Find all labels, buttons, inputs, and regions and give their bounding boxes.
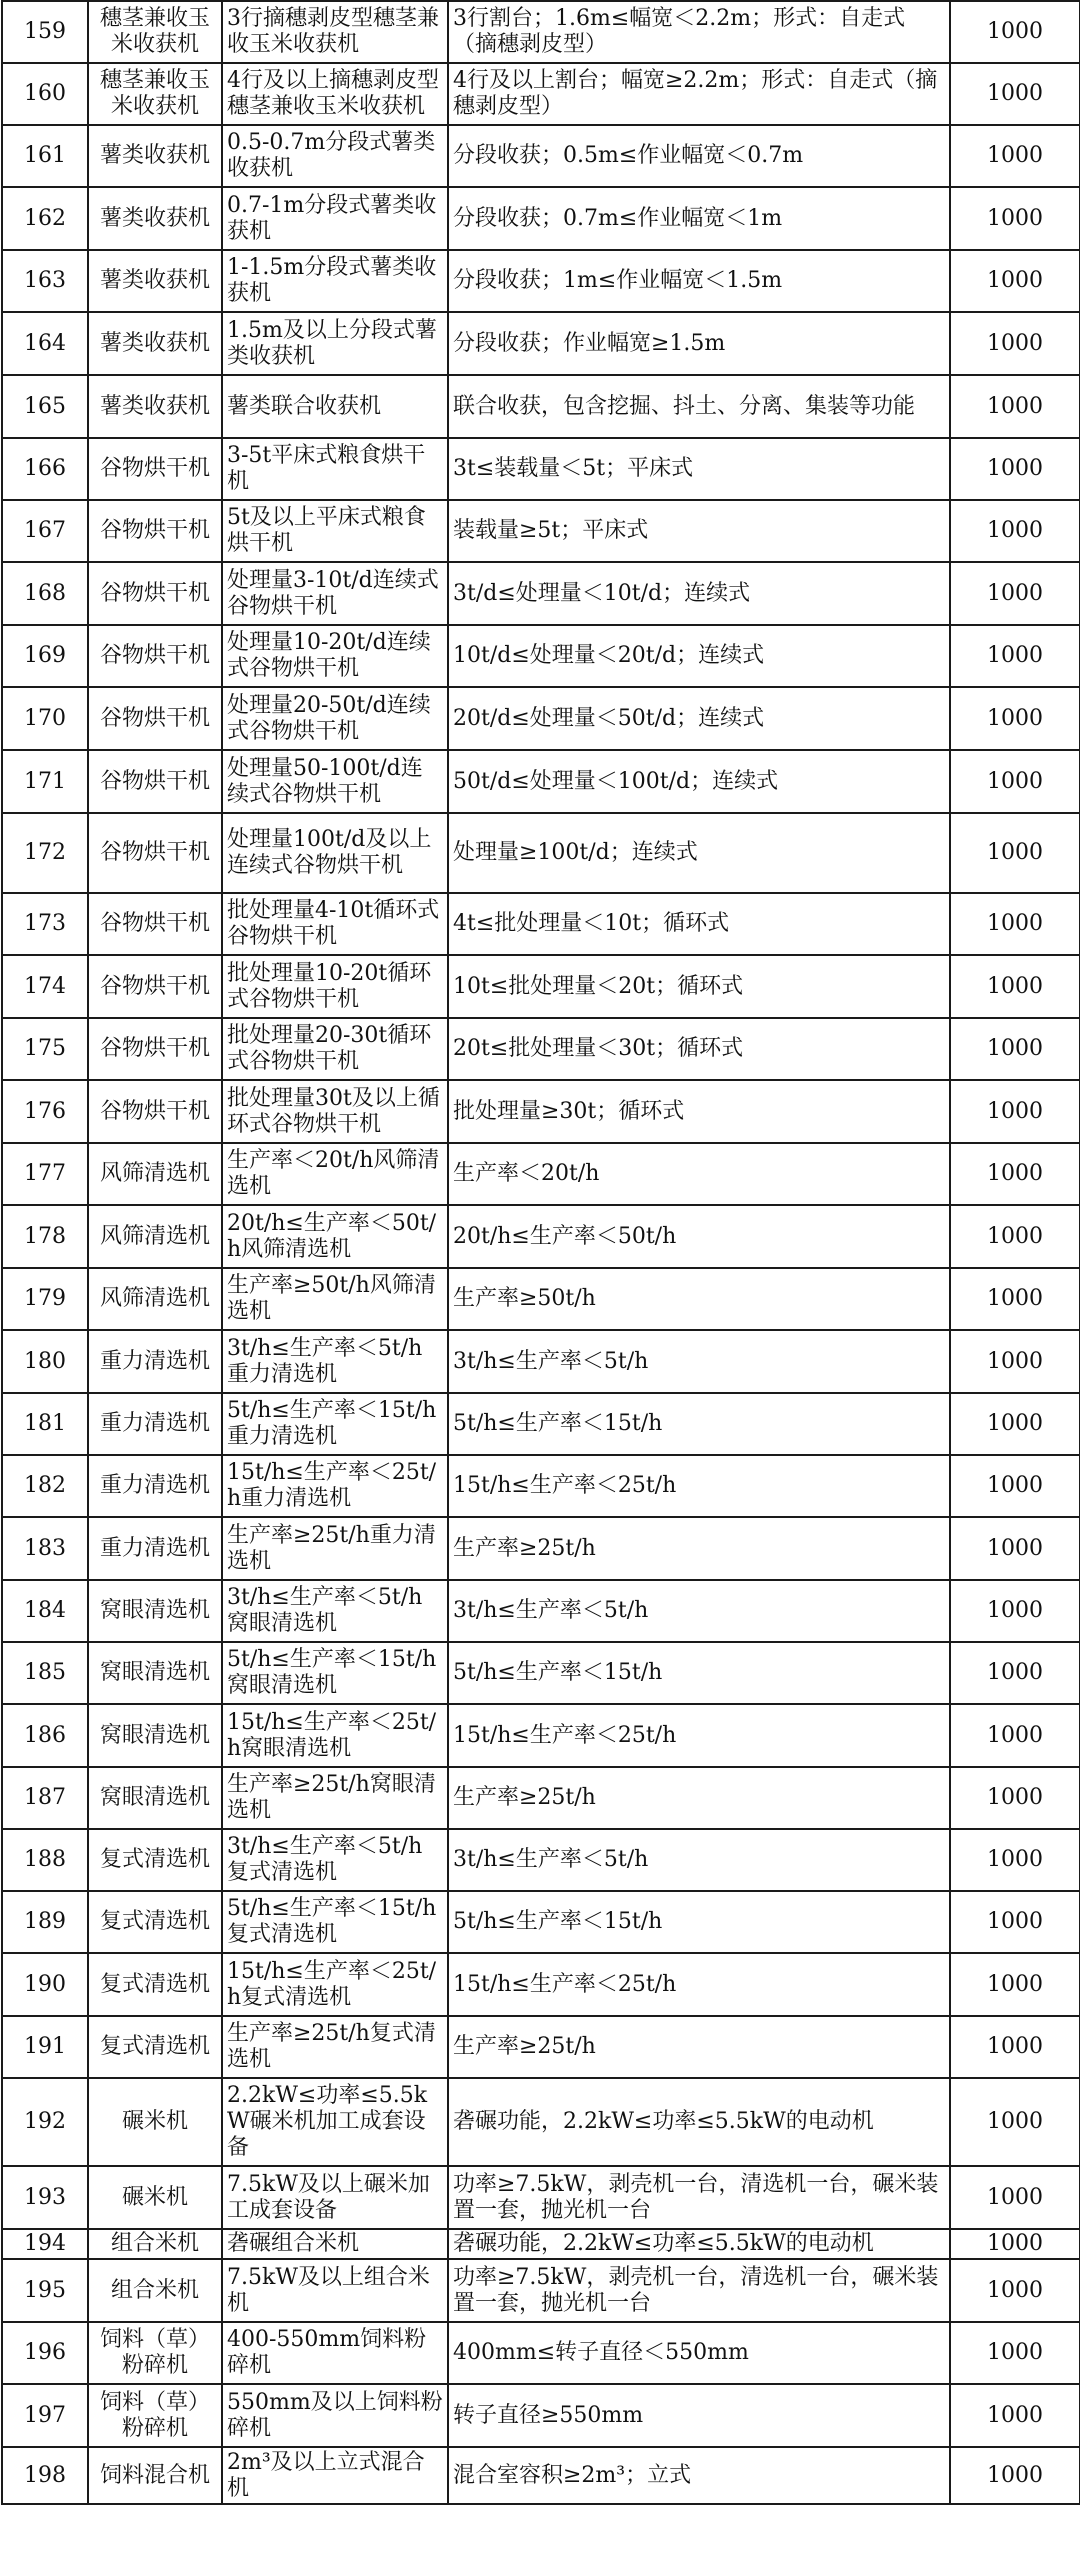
spec-description: 20t/d≤处理量＜50t/d；连续式 <box>448 687 950 750</box>
machine-item: 5t/h≤生产率＜15t/h重力清选机 <box>222 1393 448 1455</box>
machine-item: 3-5t平床式粮食烘干机 <box>222 438 448 500</box>
row-number: 175 <box>2 1018 88 1080</box>
machine-category: 碾米机 <box>88 2166 222 2229</box>
machine-item: 生产率≥25t/h窝眼清选机 <box>222 1767 448 1829</box>
machine-item: 550mm及以上饲料粉碎机 <box>222 2384 448 2447</box>
table-row <box>2 375 1080 438</box>
subsidy-amount: 1000 <box>950 1704 1080 1767</box>
table-row <box>2 1829 1080 1891</box>
machine-category: 重力清选机 <box>88 1517 222 1580</box>
subsidy-amount: 1000 <box>950 1891 1080 1953</box>
machine-item: 4行及以上摘穗剥皮型穗茎兼收玉米收获机 <box>222 63 448 125</box>
machine-category: 薯类收获机 <box>88 187 222 250</box>
machine-item: 处理量10-20t/d连续式谷物烘干机 <box>222 625 448 687</box>
machine-category: 重力清选机 <box>88 1455 222 1517</box>
subsidy-amount: 1000 <box>950 500 1080 562</box>
subsidy-amount: 1000 <box>950 1642 1080 1704</box>
subsidy-amount: 1000 <box>950 562 1080 625</box>
machine-item: 20t/h≤生产率＜50t/h风筛清选机 <box>222 1205 448 1268</box>
table-row <box>2 893 1080 955</box>
row-number: 164 <box>2 312 88 375</box>
table-row <box>2 813 1080 893</box>
spec-description: 生产率≥25t/h <box>448 1767 950 1829</box>
machine-category: 薯类收获机 <box>88 250 222 312</box>
subsidy-amount: 1000 <box>950 750 1080 813</box>
subsidy-amount: 1000 <box>950 1330 1080 1393</box>
spec-description: 分段收获；0.7m≤作业幅宽＜1m <box>448 187 950 250</box>
subsidy-amount: 1000 <box>950 1580 1080 1642</box>
spec-description: 3t≤装载量＜5t；平床式 <box>448 438 950 500</box>
table-row <box>2 2166 1080 2229</box>
machine-category: 穗茎兼收玉米收获机 <box>88 1 222 63</box>
subsidy-amount: 1000 <box>950 2078 1080 2166</box>
subsidy-amount: 1000 <box>950 1205 1080 1268</box>
subsidy-amount: 1000 <box>950 312 1080 375</box>
spec-description: 10t/d≤处理量＜20t/d；连续式 <box>448 625 950 687</box>
table-row <box>2 1704 1080 1767</box>
spec-description: 5t/h≤生产率＜15t/h <box>448 1891 950 1953</box>
subsidy-amount: 1000 <box>950 2384 1080 2447</box>
table-row <box>2 1330 1080 1393</box>
machine-item: 3t/h≤生产率＜5t/h复式清选机 <box>222 1829 448 1891</box>
row-number: 172 <box>2 813 88 893</box>
row-number: 191 <box>2 2016 88 2078</box>
table-row <box>2 187 1080 250</box>
machine-item: 5t/h≤生产率＜15t/h复式清选机 <box>222 1891 448 1953</box>
machine-category: 窝眼清选机 <box>88 1580 222 1642</box>
machine-category: 薯类收获机 <box>88 312 222 375</box>
machine-category: 复式清选机 <box>88 2016 222 2078</box>
row-number: 166 <box>2 438 88 500</box>
machine-category: 复式清选机 <box>88 1891 222 1953</box>
table-row <box>2 1018 1080 1080</box>
subsidy-amount: 1000 <box>950 375 1080 438</box>
subsidy-amount: 1000 <box>950 187 1080 250</box>
table-row <box>2 438 1080 500</box>
spec-description: 5t/h≤生产率＜15t/h <box>448 1642 950 1704</box>
machine-item: 处理量3-10t/d连续式谷物烘干机 <box>222 562 448 625</box>
machine-item: 7.5kW及以上碾米加工成套设备 <box>222 2166 448 2229</box>
table-row <box>2 2447 1080 2504</box>
table-row <box>2 1 1080 63</box>
spec-description: 15t/h≤生产率＜25t/h <box>448 1953 950 2016</box>
spec-description: 20t≤批处理量＜30t；循环式 <box>448 1018 950 1080</box>
subsidy-amount: 1000 <box>950 1517 1080 1580</box>
machine-category: 谷物烘干机 <box>88 893 222 955</box>
spec-description: 装载量≥5t；平床式 <box>448 500 950 562</box>
machine-item: 0.7-1m分段式薯类收获机 <box>222 187 448 250</box>
row-number: 196 <box>2 2322 88 2384</box>
subsidy-amount: 1000 <box>950 2259 1080 2322</box>
row-number: 174 <box>2 955 88 1018</box>
machine-category: 薯类收获机 <box>88 375 222 438</box>
row-number: 159 <box>2 1 88 63</box>
subsidy-amount: 1000 <box>950 125 1080 187</box>
row-number: 195 <box>2 2259 88 2322</box>
row-number: 165 <box>2 375 88 438</box>
spec-description: 4行及以上割台；幅宽≥2.2m；形式：自走式（摘穗剥皮型） <box>448 63 950 125</box>
row-number: 180 <box>2 1330 88 1393</box>
spec-description: 15t/h≤生产率＜25t/h <box>448 1455 950 1517</box>
spec-description: 3t/h≤生产率＜5t/h <box>448 1580 950 1642</box>
table-row <box>2 2322 1080 2384</box>
table-row <box>2 1393 1080 1455</box>
machine-item: 15t/h≤生产率＜25t/h窝眼清选机 <box>222 1704 448 1767</box>
table-row <box>2 2229 1080 2259</box>
spec-description: 砻碾功能，2.2kW≤功率≤5.5kW的电动机 <box>448 2078 950 2166</box>
table-row <box>2 312 1080 375</box>
spec-description: 生产率≥50t/h <box>448 1268 950 1330</box>
machine-item: 生产率≥50t/h风筛清选机 <box>222 1268 448 1330</box>
machine-item: 生产率≥25t/h重力清选机 <box>222 1517 448 1580</box>
machine-category: 重力清选机 <box>88 1393 222 1455</box>
subsidy-amount: 1000 <box>950 893 1080 955</box>
row-number: 197 <box>2 2384 88 2447</box>
machine-category: 组合米机 <box>88 2259 222 2322</box>
machine-item: 2.2kW≤功率≤5.5kW碾米机加工成套设备 <box>222 2078 448 2166</box>
spec-description: 分段收获；1m≤作业幅宽＜1.5m <box>448 250 950 312</box>
table-row <box>2 2384 1080 2447</box>
subsidy-amount: 1000 <box>950 1953 1080 2016</box>
row-number: 190 <box>2 1953 88 2016</box>
machine-category: 复式清选机 <box>88 1829 222 1891</box>
row-number: 161 <box>2 125 88 187</box>
table-row <box>2 1891 1080 1953</box>
row-number: 170 <box>2 687 88 750</box>
machine-item: 400-550mm饲料粉碎机 <box>222 2322 448 2384</box>
table-row <box>2 1080 1080 1143</box>
machine-category: 风筛清选机 <box>88 1268 222 1330</box>
spec-description: 功率≥7.5kW，剥壳机一台，清选机一台，碾米装置一套，抛光机一台 <box>448 2166 950 2229</box>
machine-category: 窝眼清选机 <box>88 1704 222 1767</box>
spec-description: 生产率≥25t/h <box>448 1517 950 1580</box>
spec-description: 转子直径≥550mm <box>448 2384 950 2447</box>
machine-item: 处理量50-100t/d连续式谷物烘干机 <box>222 750 448 813</box>
row-number: 193 <box>2 2166 88 2229</box>
machine-category: 组合米机 <box>88 2229 222 2259</box>
subsidy-amount: 1000 <box>950 955 1080 1018</box>
row-number: 167 <box>2 500 88 562</box>
machine-category: 饲料混合机 <box>88 2447 222 2504</box>
row-number: 168 <box>2 562 88 625</box>
machine-item: 生产率≥25t/h复式清选机 <box>222 2016 448 2078</box>
subsidy-amount: 1000 <box>950 1018 1080 1080</box>
subsidy-amount: 1000 <box>950 1080 1080 1143</box>
machine-item: 3t/h≤生产率＜5t/h重力清选机 <box>222 1330 448 1393</box>
spec-description: 20t/h≤生产率＜50t/h <box>448 1205 950 1268</box>
row-number: 176 <box>2 1080 88 1143</box>
spec-description: 批处理量≥30t；循环式 <box>448 1080 950 1143</box>
table-row <box>2 2016 1080 2078</box>
table-row <box>2 500 1080 562</box>
subsidy-amount: 1000 <box>950 63 1080 125</box>
spec-description: 10t≤批处理量＜20t；循环式 <box>448 955 950 1018</box>
row-number: 189 <box>2 1891 88 1953</box>
row-number: 179 <box>2 1268 88 1330</box>
spec-description: 生产率≥25t/h <box>448 2016 950 2078</box>
spec-description: 3t/h≤生产率＜5t/h <box>448 1330 950 1393</box>
row-number: 188 <box>2 1829 88 1891</box>
machine-category: 饲料（草）粉碎机 <box>88 2322 222 2384</box>
table-row <box>2 2259 1080 2322</box>
machine-category: 谷物烘干机 <box>88 955 222 1018</box>
machine-item: 3行摘穗剥皮型穗茎兼收玉米收获机 <box>222 1 448 63</box>
spec-description: 功率≥7.5kW，剥壳机一台，清选机一台，碾米装置一套，抛光机一台 <box>448 2259 950 2322</box>
subsidy-amount: 1000 <box>950 1393 1080 1455</box>
subsidy-amount: 1000 <box>950 2322 1080 2384</box>
machine-category: 碾米机 <box>88 2078 222 2166</box>
machine-item: 批处理量10-20t循环式谷物烘干机 <box>222 955 448 1018</box>
spec-description: 3行割台；1.6m≤幅宽＜2.2m；形式：自走式（摘穗剥皮型） <box>448 1 950 63</box>
machine-item: 批处理量20-30t循环式谷物烘干机 <box>222 1018 448 1080</box>
machine-category: 谷物烘干机 <box>88 500 222 562</box>
row-number: 173 <box>2 893 88 955</box>
machine-item: 砻碾组合米机 <box>222 2229 448 2259</box>
table-row <box>2 2078 1080 2166</box>
row-number: 185 <box>2 1642 88 1704</box>
row-number: 181 <box>2 1393 88 1455</box>
machine-item: 处理量20-50t/d连续式谷物烘干机 <box>222 687 448 750</box>
table-row <box>2 250 1080 312</box>
table-row <box>2 750 1080 813</box>
machine-category: 重力清选机 <box>88 1330 222 1393</box>
subsidy-amount: 1000 <box>950 438 1080 500</box>
subsidy-amount: 1000 <box>950 2016 1080 2078</box>
table-row <box>2 1642 1080 1704</box>
machine-item: 生产率＜20t/h风筛清选机 <box>222 1143 448 1205</box>
row-number: 192 <box>2 2078 88 2166</box>
machine-category: 谷物烘干机 <box>88 1080 222 1143</box>
machine-item: 1-1.5m分段式薯类收获机 <box>222 250 448 312</box>
row-number: 169 <box>2 625 88 687</box>
table-row <box>2 1580 1080 1642</box>
machine-category: 谷物烘干机 <box>88 813 222 893</box>
subsidy-amount: 1000 <box>950 250 1080 312</box>
table-row <box>2 1517 1080 1580</box>
spec-description: 处理量≥100t/d；连续式 <box>448 813 950 893</box>
table-row <box>2 687 1080 750</box>
row-number: 184 <box>2 1580 88 1642</box>
spec-description: 联合收获，包含挖掘、抖土、分离、集装等功能 <box>448 375 950 438</box>
machine-item: 处理量100t/d及以上连续式谷物烘干机 <box>222 813 448 893</box>
spec-description: 生产率＜20t/h <box>448 1143 950 1205</box>
machine-item: 薯类联合收获机 <box>222 375 448 438</box>
subsidy-amount: 1000 <box>950 1143 1080 1205</box>
subsidy-amount: 1000 <box>950 687 1080 750</box>
subsidy-amount: 1000 <box>950 1268 1080 1330</box>
spec-description: 50t/d≤处理量＜100t/d；连续式 <box>448 750 950 813</box>
subsidy-amount: 1000 <box>950 625 1080 687</box>
table-row <box>2 955 1080 1018</box>
spec-description: 4t≤批处理量＜10t；循环式 <box>448 893 950 955</box>
machine-item: 3t/h≤生产率＜5t/h窝眼清选机 <box>222 1580 448 1642</box>
row-number: 160 <box>2 63 88 125</box>
machine-item: 5t/h≤生产率＜15t/h窝眼清选机 <box>222 1642 448 1704</box>
table-row <box>2 625 1080 687</box>
machine-item: 2m³及以上立式混合机 <box>222 2447 448 2504</box>
row-number: 194 <box>2 2229 88 2259</box>
spec-description: 混合室容积≥2m³；立式 <box>448 2447 950 2504</box>
row-number: 162 <box>2 187 88 250</box>
machine-category: 风筛清选机 <box>88 1143 222 1205</box>
subsidy-amount: 1000 <box>950 2229 1080 2259</box>
row-number: 182 <box>2 1455 88 1517</box>
spec-description: 3t/d≤处理量＜10t/d；连续式 <box>448 562 950 625</box>
subsidy-amount: 1000 <box>950 2166 1080 2229</box>
table-row <box>2 63 1080 125</box>
subsidy-amount: 1000 <box>950 1455 1080 1517</box>
machine-item: 7.5kW及以上组合米机 <box>222 2259 448 2322</box>
row-number: 198 <box>2 2447 88 2504</box>
subsidy-amount: 1000 <box>950 2447 1080 2504</box>
machine-category: 窝眼清选机 <box>88 1642 222 1704</box>
table-body <box>2 1 1080 2504</box>
row-number: 178 <box>2 1205 88 1268</box>
table-row <box>2 1205 1080 1268</box>
machine-category: 窝眼清选机 <box>88 1767 222 1829</box>
spec-description: 15t/h≤生产率＜25t/h <box>448 1704 950 1767</box>
row-number: 163 <box>2 250 88 312</box>
table-row <box>2 1268 1080 1330</box>
machine-item: 0.5-0.7m分段式薯类收获机 <box>222 125 448 187</box>
machine-category: 谷物烘干机 <box>88 687 222 750</box>
row-number: 186 <box>2 1704 88 1767</box>
table-row <box>2 562 1080 625</box>
table-row <box>2 125 1080 187</box>
spec-description: 400mm≤转子直径＜550mm <box>448 2322 950 2384</box>
subsidy-amount: 1000 <box>950 1767 1080 1829</box>
machine-category: 谷物烘干机 <box>88 625 222 687</box>
table-row <box>2 1953 1080 2016</box>
spec-description: 3t/h≤生产率＜5t/h <box>448 1829 950 1891</box>
subsidy-amount: 1000 <box>950 1 1080 63</box>
machine-category: 复式清选机 <box>88 1953 222 2016</box>
machine-item: 1.5m及以上分段式薯类收获机 <box>222 312 448 375</box>
row-number: 183 <box>2 1517 88 1580</box>
machine-category: 谷物烘干机 <box>88 438 222 500</box>
machine-category: 谷物烘干机 <box>88 750 222 813</box>
subsidy-amount: 1000 <box>950 1829 1080 1891</box>
spec-description: 分段收获；0.5m≤作业幅宽＜0.7m <box>448 125 950 187</box>
spec-description: 砻碾功能，2.2kW≤功率≤5.5kW的电动机 <box>448 2229 950 2259</box>
machine-item: 5t及以上平床式粮食烘干机 <box>222 500 448 562</box>
machine-category: 风筛清选机 <box>88 1205 222 1268</box>
table-row <box>2 1455 1080 1517</box>
machine-item: 批处理量4-10t循环式谷物烘干机 <box>222 893 448 955</box>
row-number: 177 <box>2 1143 88 1205</box>
machine-category: 饲料（草）粉碎机 <box>88 2384 222 2447</box>
row-number: 187 <box>2 1767 88 1829</box>
machine-item: 批处理量30t及以上循环式谷物烘干机 <box>222 1080 448 1143</box>
machine-item: 15t/h≤生产率＜25t/h重力清选机 <box>222 1455 448 1517</box>
machine-item: 15t/h≤生产率＜25t/h复式清选机 <box>222 1953 448 2016</box>
table-row <box>2 1143 1080 1205</box>
spec-description: 5t/h≤生产率＜15t/h <box>448 1393 950 1455</box>
machine-category: 薯类收获机 <box>88 125 222 187</box>
subsidy-table <box>1 0 1080 2505</box>
machine-category: 谷物烘干机 <box>88 562 222 625</box>
subsidy-amount: 1000 <box>950 813 1080 893</box>
spec-description: 分段收获；作业幅宽≥1.5m <box>448 312 950 375</box>
machine-category: 穗茎兼收玉米收获机 <box>88 63 222 125</box>
table-row <box>2 1767 1080 1829</box>
machine-category: 谷物烘干机 <box>88 1018 222 1080</box>
row-number: 171 <box>2 750 88 813</box>
